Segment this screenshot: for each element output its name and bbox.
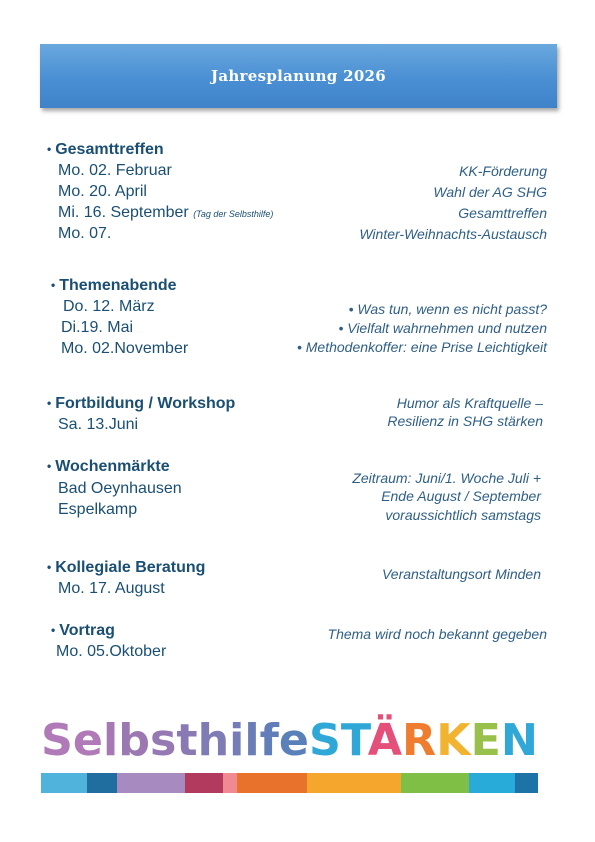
stripe-segment [223,773,237,793]
title-banner [40,44,557,108]
heading-text: Wochenmärkte [55,458,170,475]
stripe-segment [237,773,307,793]
date-line: Di.19. Mai [61,319,134,336]
logo-letter: E [470,715,501,766]
date-line: Mo. 20. April [58,183,147,200]
date-line: Mo. 17. August [58,580,165,597]
topic-text: KK-Förderung [459,163,547,179]
heading-text: Gesamttreffen [55,141,164,158]
date-line: Sa. 13.Juni [58,416,139,433]
topic-text: • Vielfalt wahrnehmen und nutzen [338,320,547,336]
logo-letter: T [340,715,368,766]
topic-text: Veranstaltungsort Minden [381,566,541,582]
bullet-icon: • [51,623,56,637]
logo-letter: e [72,715,103,766]
selbsthilfe-staerken-logo [40,708,540,768]
stripe-segment [185,773,223,793]
place-line: Bad Oeynhausen [58,480,182,497]
logo-letter: N [500,715,538,766]
date-text: Mi. 16. September [58,204,189,221]
date-note: (Tag der Selbsthilfe) [193,209,274,219]
date-line: Mo. 07. [58,225,112,242]
topic-text: • Was tun, wenn es nicht passt? [348,301,547,317]
logo-letter: f [259,715,279,766]
logo-letter: s [149,715,177,766]
logo-letter: b [118,715,150,766]
topic-text: • Methodenkoffer: eine Prise Leichtigkeit [296,339,547,355]
stripe-segment [307,773,401,793]
date-line [58,204,273,222]
bullet-icon: • [47,142,52,156]
color-stripe [41,773,538,793]
logo-letter: e [278,715,309,766]
topic-text: Wahl der AG SHG [433,184,547,200]
logo-letter: h [197,715,229,766]
logo-letter: S [41,715,73,766]
topic-text: Zeitraum: Juni/1. Woche Juli + [352,470,541,486]
heading-text: Kollegiale Beratung [55,559,206,576]
bullet-icon: • [47,560,52,574]
heading-text: Fortbildung / Workshop [55,395,236,412]
heading-text: Vortrag [59,622,115,639]
topic-text: Ende August / September [381,488,541,504]
logo-letter: Ä [367,715,402,766]
logo-letter: R [402,715,436,766]
section-heading-gesamttreffen [47,141,164,159]
logo-letter: l [103,715,119,766]
page-title: Jahresplanung 2026 [210,67,387,85]
section-heading-wochenmaerkte [47,458,170,476]
logo-letter: l [244,715,260,766]
section-heading-beratung [47,559,205,577]
heading-text: Themenabende [59,277,177,294]
logo-letter: i [229,715,245,766]
svg-text:SelbsthilfeSTÄRKEN [41,713,538,766]
section-heading-fortbildung [47,395,235,413]
place-line: Espelkamp [58,501,138,518]
section-heading-vortrag [51,622,115,640]
stripe-segment [469,773,515,793]
bullet-icon: • [47,459,52,473]
topic-text: Humor als Kraftquelle – [396,395,543,411]
section-heading-themenabende [51,277,177,295]
bullet-icon: • [51,278,56,292]
topic-text: Winter-Weihnachts-Austausch [359,226,547,242]
topic-text: Thema wird noch bekannt gegeben [327,626,547,642]
topic-text: Resilienz in SHG stärken [387,413,543,429]
logo-letter: S [308,715,341,766]
stripe-segment [515,773,538,793]
date-line: Mo. 02.November [61,340,189,357]
date-line: Do. 12. März [63,298,155,315]
topic-text: Gesamttreffen [458,205,547,221]
stripe-segment [87,773,117,793]
date-line: Mo. 02. Februar [58,162,172,179]
stripe-segment [117,773,185,793]
logo-letter: K [436,715,471,766]
stripe-segment [41,773,87,793]
logo-letter: t [176,715,198,766]
topic-text: voraussichtlich samstags [385,507,541,523]
date-line: Mo. 05.Oktober [56,643,167,660]
bullet-icon: • [47,396,52,410]
stripe-segment [401,773,469,793]
